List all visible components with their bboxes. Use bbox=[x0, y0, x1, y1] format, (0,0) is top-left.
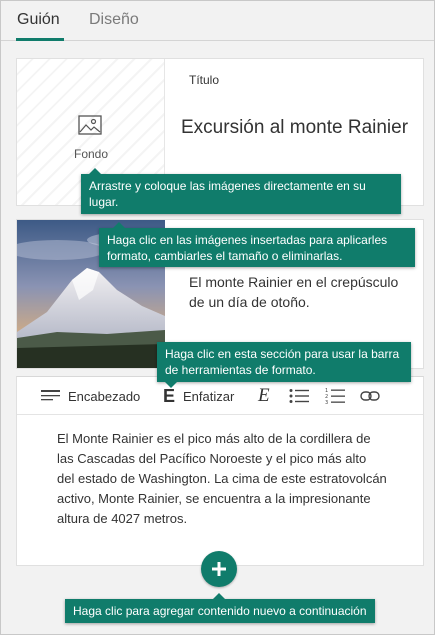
emphasis-label: Enfatizar bbox=[183, 388, 235, 404]
tab-bar bbox=[1, 1, 434, 41]
tooltip-inserted-images: Haga clic en las imágenes insertadas para aplicarles formato, cambiarles el tamaño o eliminarlas. bbox=[99, 228, 415, 267]
link-icon bbox=[360, 390, 380, 402]
tab-guion[interactable]: Guión bbox=[17, 11, 60, 28]
formatting-toolbar bbox=[17, 377, 423, 415]
title-field-label: Título bbox=[189, 73, 220, 87]
heading-label: Encabezado bbox=[68, 388, 141, 404]
image-caption[interactable]: El monte Rainier en el crepúsculo de un día de otoño. bbox=[189, 274, 399, 310]
svg-text:1: 1 bbox=[325, 388, 329, 394]
text-card[interactable] bbox=[16, 376, 424, 566]
link-button[interactable] bbox=[360, 377, 380, 415]
title-text[interactable]: Excursión al monte Rainier bbox=[181, 117, 409, 138]
plus-icon bbox=[201, 551, 237, 587]
numbered-list-button[interactable] bbox=[325, 377, 345, 415]
tooltip-formatting-toolbar: Haga clic en esta sección para usar la barra de herramientas de formato. bbox=[157, 342, 411, 382]
svg-text:2: 2 bbox=[325, 394, 329, 400]
bulleted-list-icon bbox=[289, 388, 309, 404]
numbered-list-icon bbox=[325, 387, 345, 405]
tab-diseno[interactable]: Diseño bbox=[89, 11, 139, 28]
heading-button[interactable] bbox=[41, 377, 140, 415]
image-icon bbox=[78, 115, 102, 135]
bulleted-list-button[interactable] bbox=[289, 377, 309, 415]
tooltip-drag-images: Arrastre y coloque las imágenes directamente en su lugar. bbox=[81, 174, 401, 214]
tooltip-add-content: Haga clic para agregar contenido nuevo a continuación bbox=[65, 599, 375, 623]
heading-icon bbox=[41, 389, 61, 403]
svg-text:3: 3 bbox=[325, 400, 329, 405]
background-label: Fondo bbox=[73, 147, 109, 161]
body-text[interactable]: El Monte Rainier es el pico más alto de la cordillera de las Cascadas del Pacífico Noroeste y el pico más alto del estado de Washington. La cima de este estratovolcán activo, Monte Rainier, se encuentra a la impresionante altura de 4027 metros. bbox=[57, 431, 387, 526]
italic-button[interactable] bbox=[258, 377, 270, 415]
add-content-button[interactable] bbox=[201, 551, 237, 587]
italic-e-icon: E bbox=[258, 385, 270, 406]
bold-e-icon: E bbox=[163, 385, 176, 406]
active-tab-indicator bbox=[16, 38, 64, 41]
